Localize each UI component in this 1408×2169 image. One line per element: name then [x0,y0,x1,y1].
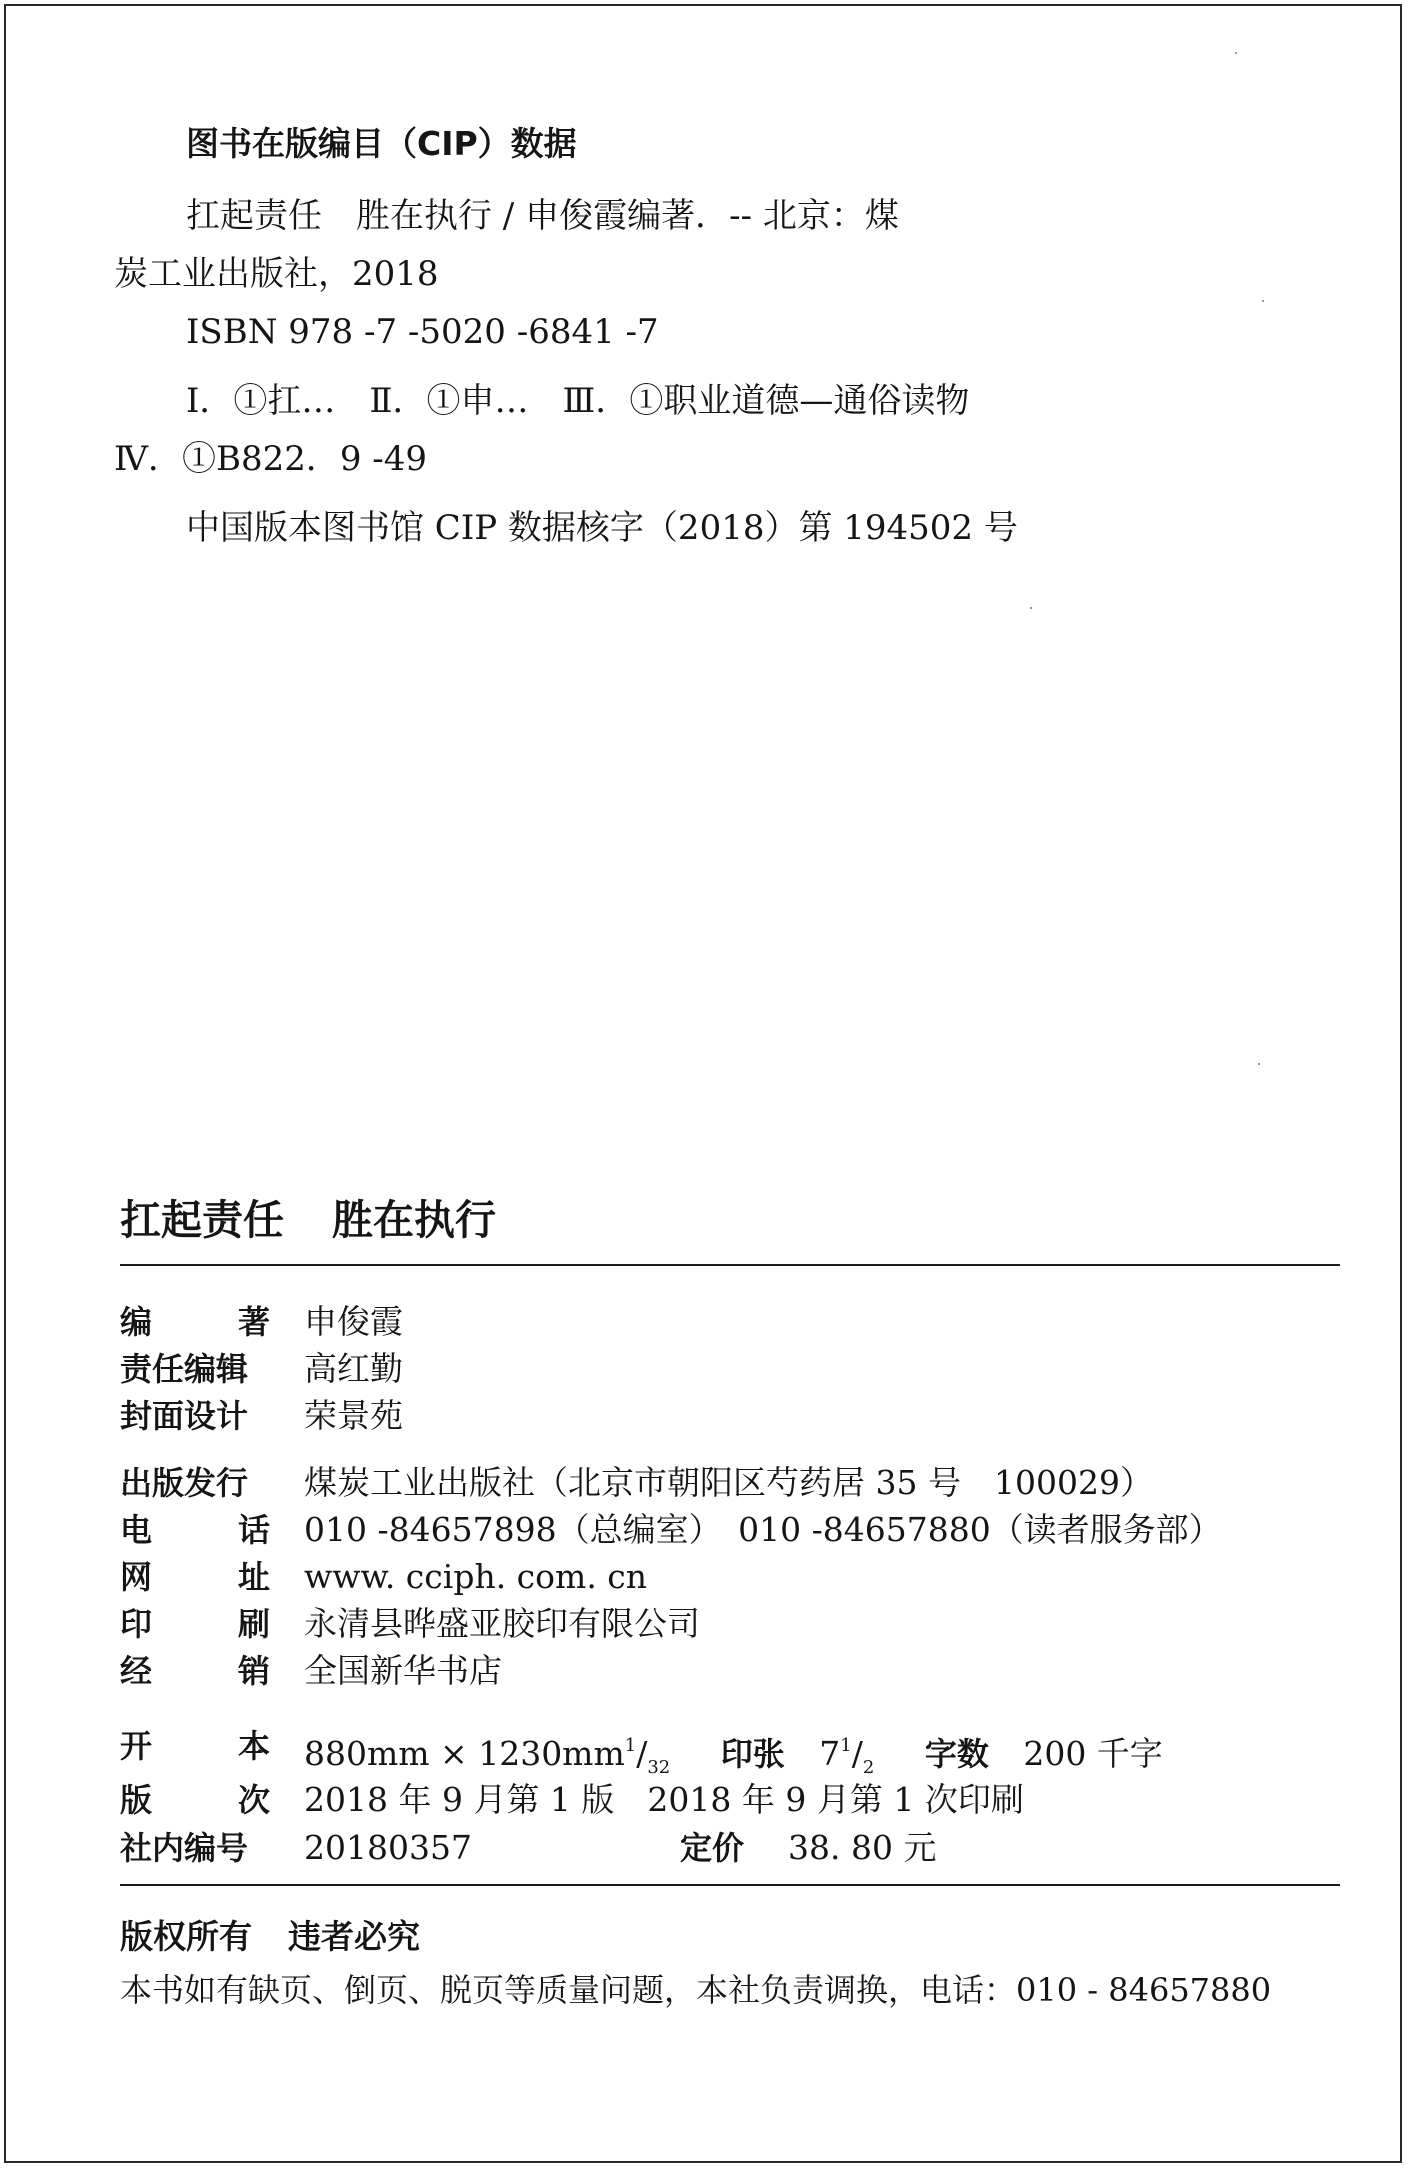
printer-label: 印 刷 [120,1605,270,1643]
scan-speck [1030,607,1032,609]
copyright-line [120,1915,420,1959]
cover-design-value: 荣景苑 [304,1396,403,1435]
scan-speck [1258,1063,1260,1065]
phone-label: 电 话 [120,1511,270,1549]
cip-verification: 中国版本图书馆 CIP 数据核字（2018）第 194502 号 [186,508,1018,548]
copyright-rights: 版权所有 [120,1917,252,1956]
footer-rule [120,1884,1340,1886]
cip-entry-line-1: 扛起责任 胜在执行 / 申俊霞编著．-- 北京：煤 [186,196,899,236]
internal-code-label: 社内编号 [120,1829,249,1867]
author-label: 编 著 [120,1303,270,1341]
quality-notice: 本书如有缺页、倒页、脱页等质量问题，本社负责调换，电话：010 - 84657880 [120,1971,1272,2009]
printer-value: 永清县晔盛亚胶印有限公司 [304,1604,700,1643]
internal-code-value: 20180357 [304,1828,472,1867]
website-value: www. cciph. com. cn [304,1557,648,1596]
publisher-label: 出版发行 [120,1464,249,1502]
website-label: 网 址 [120,1558,270,1596]
cip-classification-line-1: Ⅰ．①扛… Ⅱ．①申… Ⅲ．①职业道德—通俗读物 [186,381,970,421]
book-title [120,1195,496,1245]
sheets-value: $7^1/_2$ [819,1734,875,1778]
editor-label: 责任编辑 [120,1350,249,1388]
edition-value: 2018 年 9 月第 1 版 2018 年 9 月第 1 次印刷 [304,1780,1024,1819]
word-count-value: 200 千字 [1023,1734,1163,1773]
title-rule [120,1264,1340,1266]
copyright-warning: 违者必究 [288,1917,420,1956]
format-value: $880mm \times 1230mm^1/_{32}$ 印张 $7^1/_2$ 字数 200 千字 [304,1734,1163,1778]
phone-value: 010 -84657898（总编室） 010 -84657880（读者服务部） [304,1510,1222,1549]
cip-classification-line-2: Ⅳ．①B822．9 -49 [114,439,428,479]
book-title-part-2: 胜在执行 [332,1196,496,1244]
cip-heading: 图书在版编目（CIP）数据 [186,124,577,163]
cip-isbn: ISBN 978 -7 -5020 -6841 -7 [186,312,659,352]
book-title-part-1: 扛起责任 [120,1196,284,1244]
publisher-value: 煤炭工业出版社（北京市朝阳区芍药居 35 号 100029） [304,1463,1153,1502]
format-size: 880mm × 1230mm [304,1734,625,1773]
word-count-label: 字数 [924,1735,989,1773]
cip-entry-line-2: 炭工业出版社，2018 [114,254,439,294]
scan-speck [1235,52,1237,54]
editor-value: 高红勤 [304,1349,403,1388]
price-label: 定价 [680,1829,745,1867]
author-value: 申俊霞 [304,1302,403,1341]
format-label: 开 本 [120,1727,270,1765]
distributor-label: 经 销 [120,1652,270,1690]
scan-speck [1262,300,1264,302]
sheets-label: 印张 [720,1735,785,1773]
edition-label: 版 次 [120,1781,270,1819]
price-value: 38. 80 元 [788,1828,937,1867]
cover-design-label: 封面设计 [120,1397,249,1435]
distributor-value: 全国新华书店 [304,1651,502,1690]
